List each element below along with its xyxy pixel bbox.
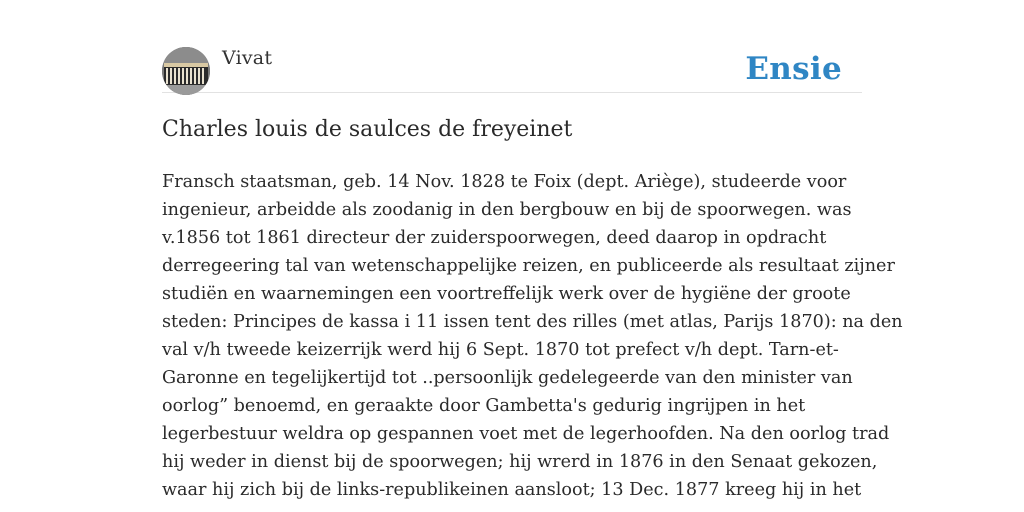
body-line: hij weder in dienst bij de spoorwegen; hij wrerd in 1876 in den Senaat gekozen, (162, 452, 878, 472)
body-line: Fransch staatsman, geb. 14 Nov. 1828 te Foix (dept. Ariège), studeerde voor (162, 172, 847, 192)
avatar[interactable] (162, 47, 210, 95)
body-line: Garonne en tegelijkertijd tot ..persoonlijk gedelegeerde van den minister van (162, 368, 853, 388)
body-line: legerbestuur weldra op gespannen voet met de legerhoofden. Na den oorlog trad (162, 424, 890, 444)
body-line: steden: Principes de kassa i 11 issen tent des rilles (met atlas, Parijs 1870): na den (162, 312, 903, 332)
body-line: oorlog” benoemd, en geraakte door Gambetta's gedurig ingrijpen in het (162, 396, 806, 416)
author-name[interactable]: Vivat (222, 47, 273, 69)
article-body (162, 168, 903, 504)
article-title: Charles louis de saulces de freyeinet (162, 117, 573, 142)
body-line: derregeering tal van wetenschappelijke reizen, en publiceerde als resultaat zijner (162, 256, 895, 276)
avatar-image (162, 47, 210, 95)
header (162, 46, 862, 93)
brand-logo[interactable]: Ensie (745, 51, 842, 87)
body-line: ingenieur, arbeidde als zoodanig in den bergbouw en bij de spoorwegen. was (162, 200, 852, 220)
body-line: v.1856 tot 1861 directeur der zuiderspoorwegen, deed daarop in opdracht (162, 228, 827, 248)
body-line: val v/h tweede keizerrijk werd hij 6 Sept. 1870 tot prefect v/h dept. Tarn-et- (162, 340, 839, 360)
body-line: waar hij zich bij de links-republikeinen aansloot; 13 Dec. 1877 kreeg hij in het (162, 480, 862, 500)
body-line: studiën en waarnemingen een voortreffelijk werk over de hygiëne der groote (162, 284, 851, 304)
